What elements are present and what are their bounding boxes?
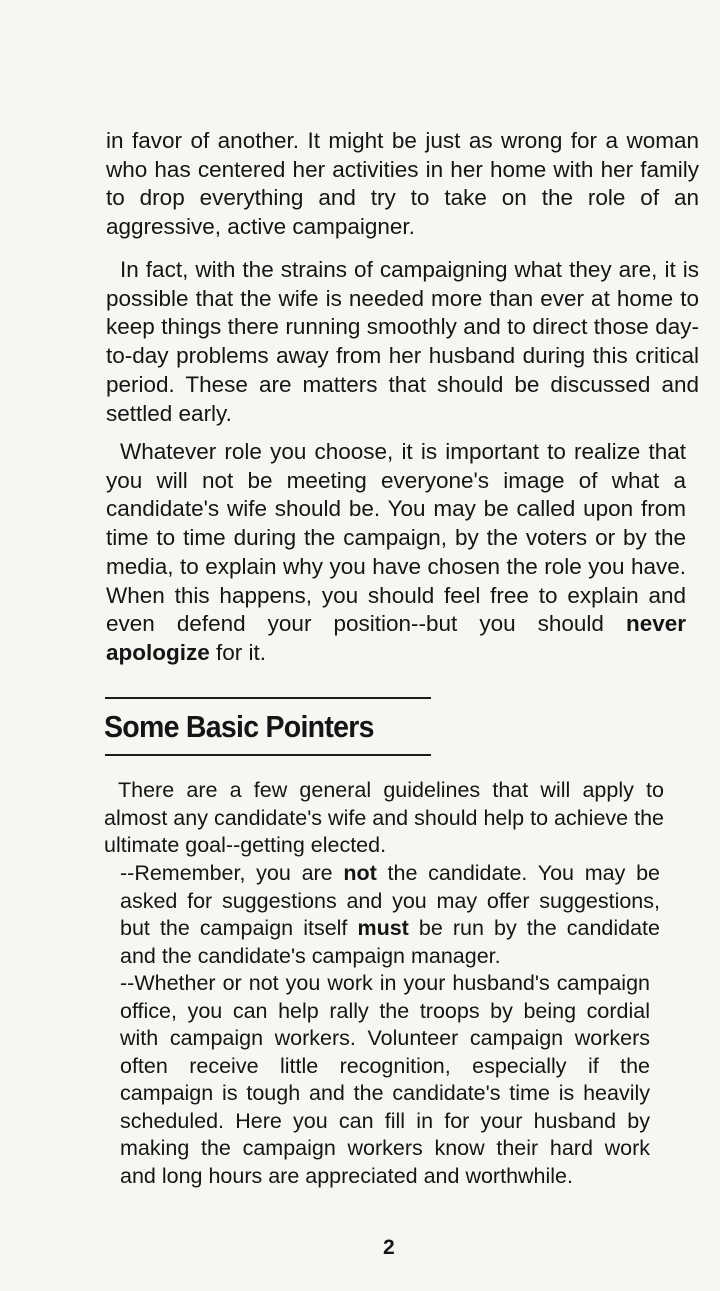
emphasis-text: not — [343, 861, 377, 885]
pointer-campaign-workers: --Whether or not you work in your husband's campaign office, you can help rally the troops by being cordial with campaign workers. Volunteer campaign workers often receive little recognition, especially if the campaign is tough and the candidate's time is heavily scheduled. Here you can fill in for your husband by making the campaign workers know their hard work and long hours are appreciated and worthwhile. — [120, 971, 650, 1188]
paragraph-text: --Remember, you are — [120, 861, 344, 885]
paragraph-home-duties: In fact, with the strains of campaigning what they are, it is possible that the wife is needed more than ever at home to keep things there running smoothly and to direct those day-to-day problems away from her husband during this critical period. These are matters that should be discussed and settled early. — [106, 257, 699, 426]
page-number: 2 — [383, 1236, 395, 1259]
paragraph-text: Whatever role you choose, it is important to realize that you will not be meeting everyone's image of what a candidate's wife should be. You may be called upon from time to time during the campaign, by the voters or by the media, to explain why you have chosen the role you have. When this happens, you should feel free to explain and even defend your position--but you should — [106, 439, 686, 637]
pointer-not-candidate — [120, 860, 660, 970]
paragraph-role-choice: in favor of another. It might be just as wrong for a woman who has centered her activities in her home with her family to drop everything and try to take on the role of an aggressive, active campaigner. — [106, 128, 699, 240]
emphasis-text: never apologize — [106, 611, 686, 665]
emphasis-text: must — [357, 916, 409, 940]
section-heading: Some Basic Pointers — [104, 709, 374, 744]
paragraph-guidelines-intro: There are a few general guidelines that will apply to almost any candidate's wife and should help to achieve the ultimate goal--getting elected. — [104, 778, 664, 857]
paragraph-defend-position — [106, 438, 686, 668]
paragraph-text: be run by the candidate and the candidate's campaign manager. — [120, 916, 660, 968]
heading-rule-bottom — [105, 754, 431, 756]
paragraph-text: for it. — [209, 639, 267, 665]
heading-rule-top — [105, 697, 431, 699]
paragraph-text: the candidate. You may be asked for suggestions and you may offer suggestions, but the campaign itself — [120, 861, 660, 940]
